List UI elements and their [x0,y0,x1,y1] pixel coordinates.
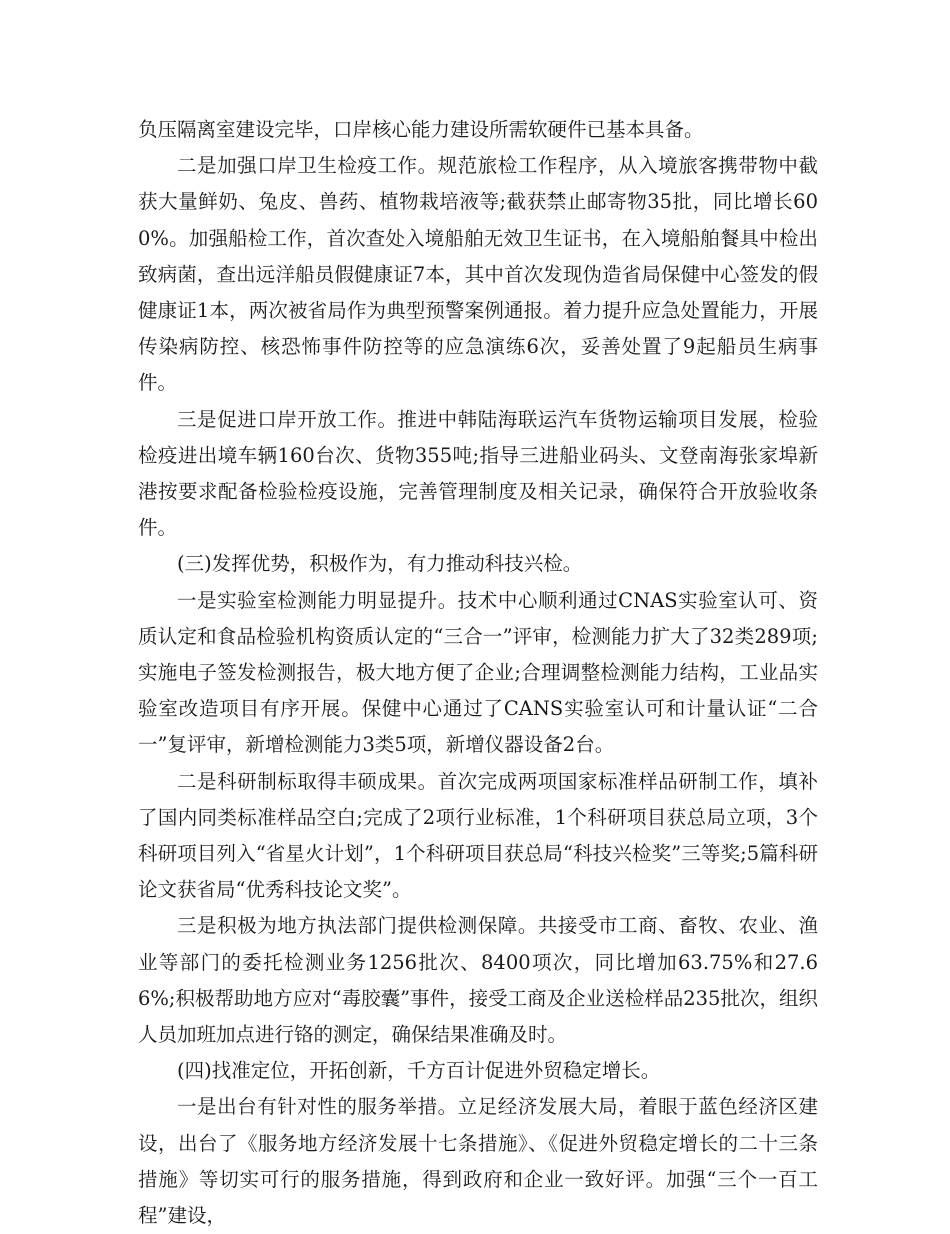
section-heading-4: (四)找准定位，开拓创新，千方百计促进外贸稳定增长。 [177,1059,661,1083]
paragraph-port-opening: 三是促进口岸开放工作。推进中韩陆海联运汽车货物运输项目发展，检验检疫进出境车辆160台次、货物355吨;指导三进船业码头、文登南海张家埠新港按要求配备检验检疫设施，完善管理制度及相关记录，确保符合开放验收条件。 [138,407,818,540]
paragraph-continuation: 负压隔离室建设完毕，口岸核心能力建设所需软硬件已基本具备。 [138,118,704,141]
document-body [138,112,818,1234]
paragraph-local-testing-support: 三是积极为地方执法部门提供检测保障。共接受市工商、畜牧、农业、渔业等部门的委托检测业务1256批次、8400项次，同比增加63.75%和27.66%;积极帮助地方应对“毒胶囊”事件，接受工商及企业送检样品235批次，组织人员加班加点进行铬的测定，确保结果准确及时。 [138,914,818,1047]
paragraph-service-measures: 一是出台有针对性的服务举措。立足经济发展大局，着眼于蓝色经济区建设，出台了《服务地方经济发展十七条措施》、《促进外贸稳定增长的二十三条措施》等切实可行的服务措施，得到政府和企业一致好评。加强“三个一百工程”建设， [138,1095,818,1228]
paragraph-research-standards: 二是科研制标取得丰硕成果。首次完成两项国家标准样品研制工作，填补了国内同类标准样品空白;完成了2项行业标准，1个科研项目获总局立项，3个科研项目列入“省星火计划”，1个科研项目获总局“科技兴检奖”三等奖;5篇科研论文获省局“优秀科技论文奖”。 [138,769,818,902]
paragraph-lab-capability: 一是实验室检测能力明显提升。技术中心顺利通过CNAS实验室认可、资质认定和食品检验机构资质认定的“三合一”评审，检测能力扩大了32类289项;实施电子签发检测报告，极大地方便了企业;合理调整检测能力结构，工业品实验室改造项目有序开展。保健中心通过了CANS实验室认可和计量认证“二合一”复评审，新增检测能力3类5项，新增仪器设备2台。 [138,588,818,757]
paragraph-port-health-quarantine: 二是加强口岸卫生检疫工作。规范旅检工作程序，从入境旅客携带物中截获大量鲜奶、兔皮、兽药、植物栽培液等;截获禁止邮寄物35批，同比增长600%。加强船检工作，首次查处入境船舶无效卫生证书，在入境船舶餐具中检出致病菌，查出远洋船员假健康证7本，其中首次发现伪造省局保健中心签发的假健康证1本，两次被省局作为典型预警案例通报。着力提升应急处置能力，开展传染病防控、核恐怖事件防控等的应急演练6次，妥善处置了9起船员生病事件。 [138,154,818,395]
section-heading-3: (三)发挥优势，积极作为，有力推动科技兴检。 [177,552,583,576]
